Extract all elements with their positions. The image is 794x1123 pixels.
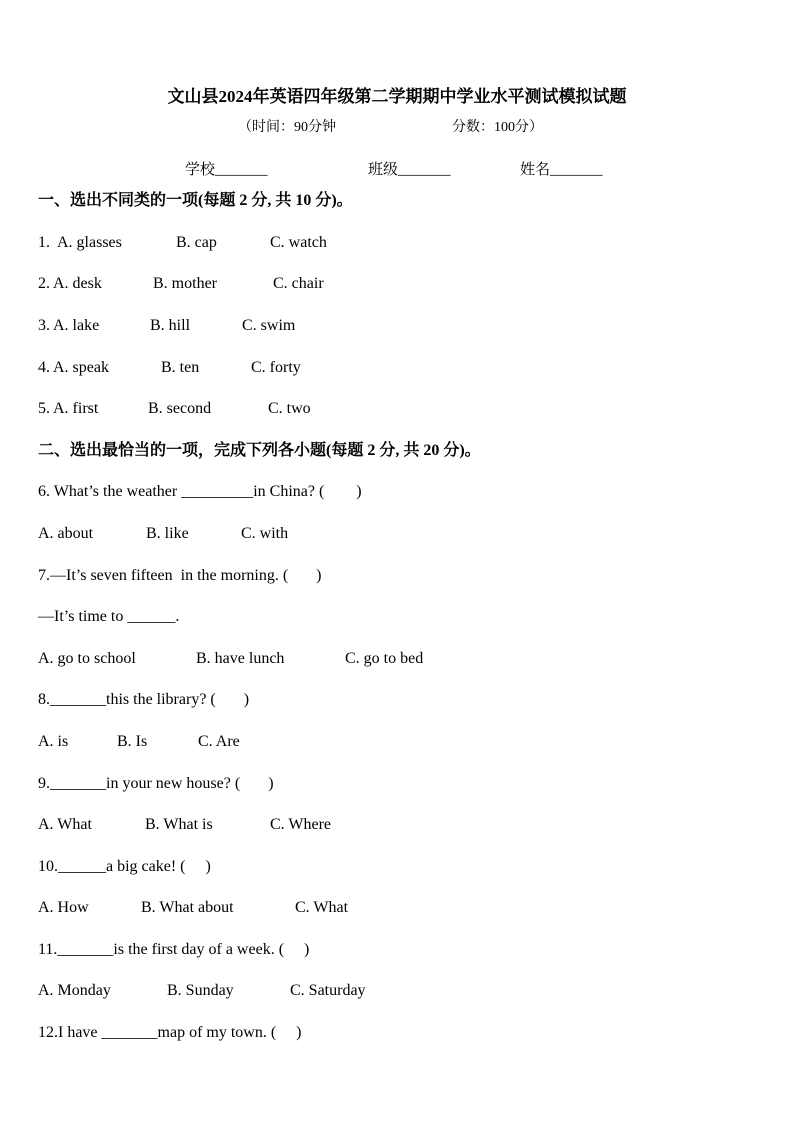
option-b: B. cap (176, 234, 217, 251)
option-a: A. glasses (57, 234, 122, 251)
option-a: A. lake (53, 317, 100, 334)
option-a: A. What (38, 816, 92, 833)
option-c: C. What (295, 899, 349, 916)
option-a: A. How (38, 899, 89, 916)
name-field: 姓名_______ (520, 162, 603, 178)
option-c: C. forty (251, 359, 301, 376)
option-a: A. is (38, 733, 69, 750)
school-field: 学校_______ (185, 162, 268, 178)
option-b: B. Is (117, 733, 148, 750)
option-b: B. have lunch (196, 650, 285, 667)
option-c: C. two (268, 400, 311, 417)
option-c: C. watch (270, 234, 327, 251)
option-a: A. speak (53, 359, 109, 376)
question-number: 5. (38, 400, 50, 417)
option-c: C. go to bed (345, 650, 424, 667)
exam-time: （时间：90分钟 (238, 120, 336, 135)
question-stem-line-2: —It’s time to ______. (38, 608, 180, 625)
option-c: C. swim (242, 317, 296, 334)
exam-score: 分数：100分） (452, 120, 543, 135)
option-a: A. first (53, 400, 99, 417)
option-b: B. Sunday (167, 982, 234, 999)
option-b: B. second (148, 400, 212, 417)
section-heading: 一、选出不同类的一项(每题 2 分, 共 10 分)。 (38, 192, 353, 209)
question-number: 1. (38, 234, 50, 251)
question-number: 3. (38, 317, 50, 334)
option-c: C. Are (198, 733, 240, 750)
option-c: C. Where (270, 816, 332, 833)
question-stem: 11._______is the first day of a week. ( ) (38, 941, 310, 958)
option-a: A. about (38, 525, 94, 542)
option-c: C. with (241, 525, 289, 542)
question-number: 2. (38, 275, 50, 292)
option-c: C. chair (273, 275, 324, 292)
option-c: C. Saturday (290, 982, 366, 999)
question-stem: 6. What’s the weather _________in China? ( ) (38, 483, 362, 500)
option-b: B. like (146, 525, 189, 542)
option-a: A. go to school (38, 650, 136, 667)
question-stem: 10.______a big cake! ( ) (38, 858, 211, 875)
section-heading: 二、选出最恰当的一项，完成下列各小题(每题 2 分, 共 20 分)。 (38, 442, 481, 459)
question-number: 4. (38, 359, 50, 376)
option-a: A. desk (53, 275, 102, 292)
question-stem: 12.I have _______map of my town. ( ) (38, 1024, 302, 1041)
page-title: 文山县2024年英语四年级第二学期期中学业水平测试模拟试题 (167, 87, 627, 106)
option-a: A. Monday (38, 982, 111, 999)
option-b: B. mother (153, 275, 217, 292)
option-b: B. What is (145, 816, 213, 833)
class-field: 班级_______ (368, 162, 451, 178)
question-stem: 7.—It’s seven fifteen in the morning. ( ) (38, 567, 322, 584)
option-b: B. What about (141, 899, 234, 916)
question-stem: 8._______this the library? ( ) (38, 691, 250, 708)
option-b: B. hill (150, 317, 191, 334)
question-stem: 9._______in your new house? ( ) (38, 775, 274, 792)
option-b: B. ten (161, 359, 200, 376)
